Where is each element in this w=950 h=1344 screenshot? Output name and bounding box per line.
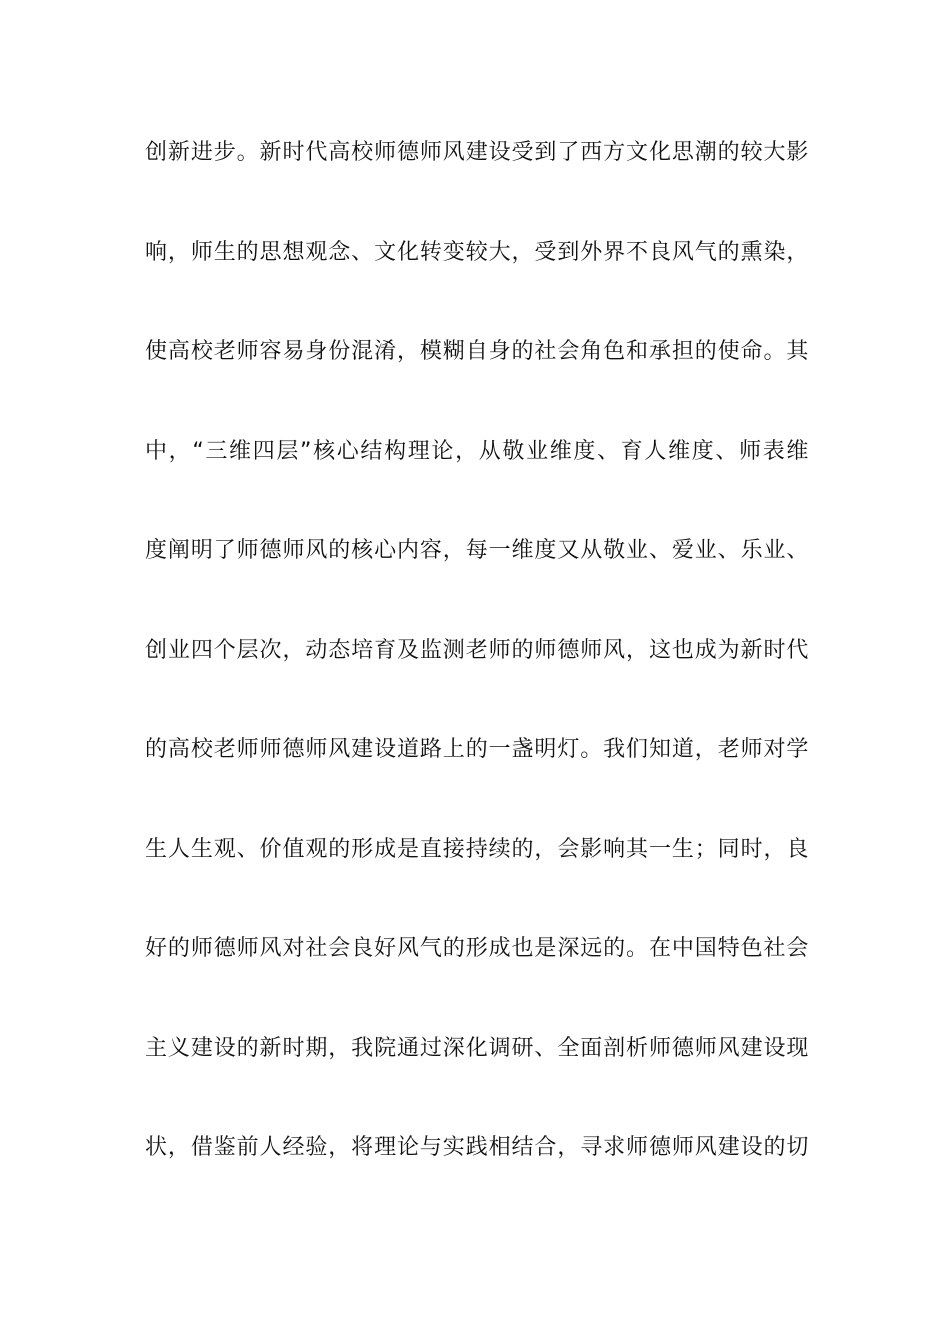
text-line: 状，借鉴前人经验，将理论与实践相结合，寻求师德师风建设的切: [145, 1135, 809, 1160]
text-line: 生人生观、价值观的形成是直接持续的，会影响其一生；同时，良: [145, 836, 809, 862]
text-line: 度阐明了师德师风的核心内容，每一维度又从敬业、爱业、乐业、: [145, 538, 809, 563]
text-line: 的高校老师师德师风建设道路上的一盏明灯。我们知道，老师对学: [145, 737, 809, 762]
text-line: 响，师生的思想观念、文化转变较大，受到外界不良风气的熏染，: [145, 239, 809, 265]
text-line: 主义建设的新时期，我院通过深化调研、全面剖析师德师风建设现: [145, 1035, 809, 1061]
text-line: 中，“三维四层”核心结构理论，从敬业维度、育人维度、师表维: [145, 438, 809, 464]
text-line: 好的师德师风对社会良好风气的形成也是深远的。在中国特色社会: [145, 936, 809, 961]
body-paragraph: [145, 128, 809, 1223]
text-line: 创业四个层次，动态培育及监测老师的师德师风，这也成为新时代: [145, 637, 809, 663]
text-line: 创新进步。新时代高校师德师风建设受到了西方文化思潮的较大影: [145, 140, 809, 165]
text-line: 使高校老师容易身份混淆，模糊自身的社会角色和承担的使命。其: [145, 339, 809, 364]
